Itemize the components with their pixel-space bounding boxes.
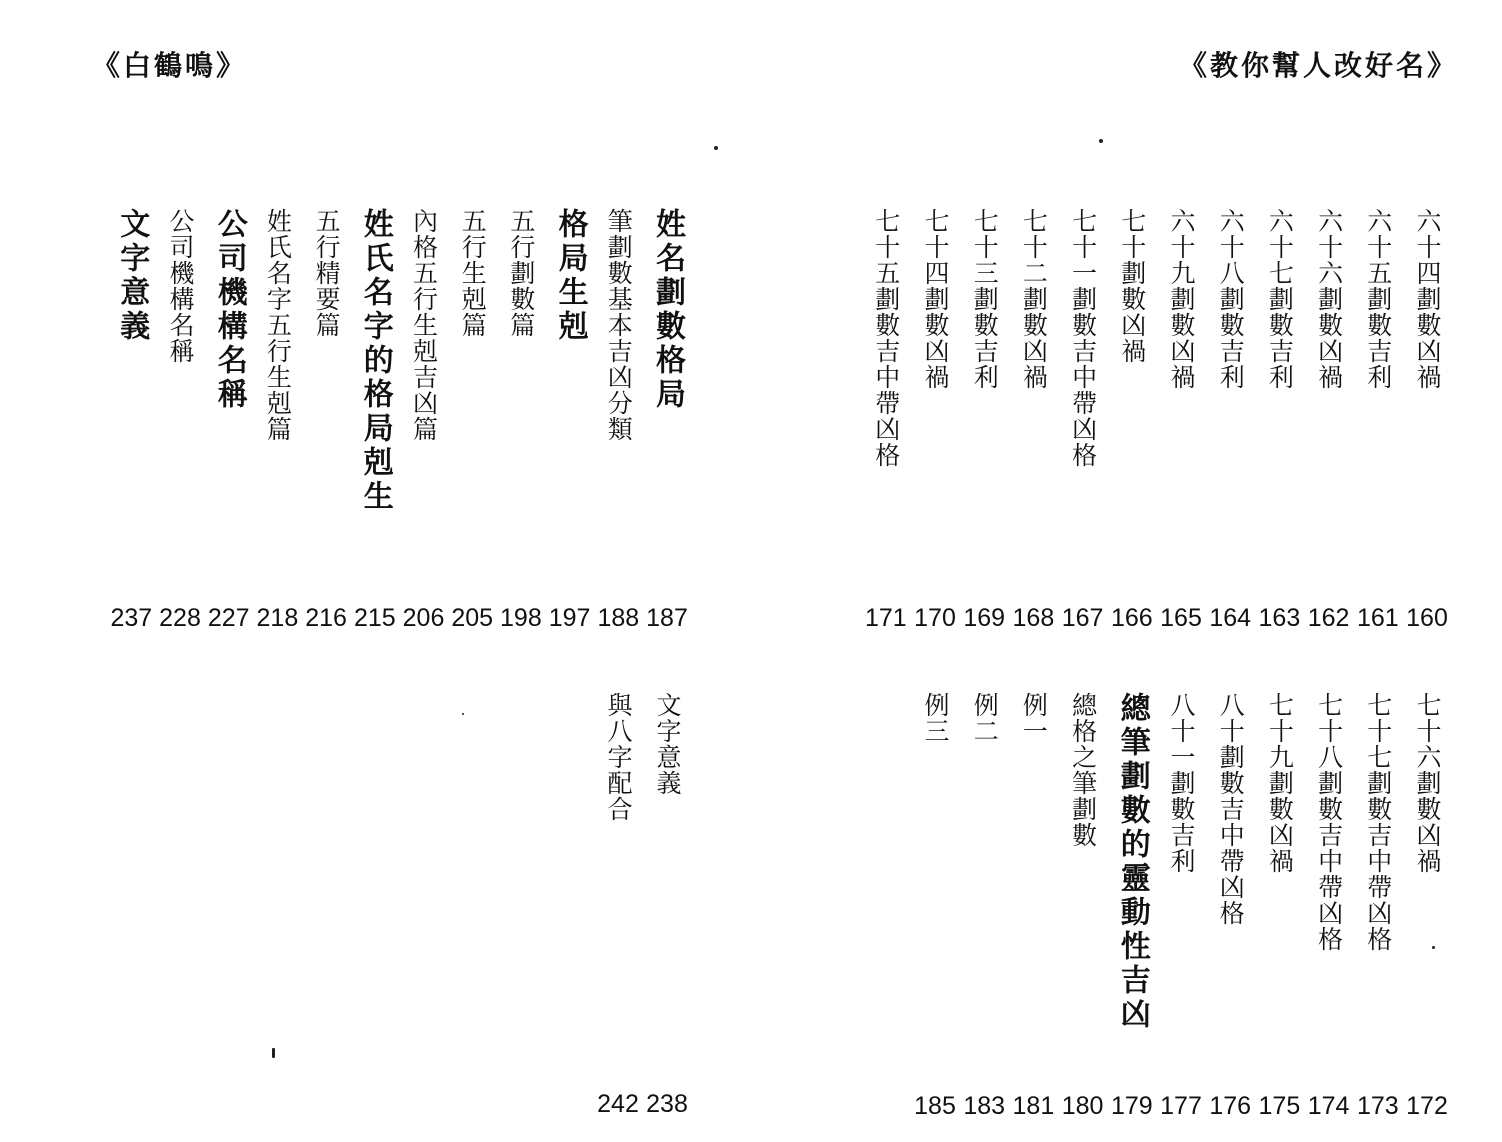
toc-entry-rating: 吉中帶凶格 — [1363, 822, 1393, 952]
toc-entry — [913, 692, 957, 744]
toc-entry-rating: 吉中帶凶格 — [1216, 796, 1246, 926]
toc-entry-rating: 凶禍 — [1314, 338, 1344, 390]
toc-entry-title: 文字意義 — [653, 692, 682, 796]
toc-entry — [548, 208, 592, 344]
toc-entry — [499, 208, 543, 338]
toc-entry-title: 例一 — [1019, 692, 1049, 744]
toc-entry — [353, 208, 397, 514]
toc-entry-rating: 凶禍 — [921, 338, 950, 390]
toc-entry — [1356, 692, 1400, 952]
toc-entry-title: 八十劃數 — [1216, 692, 1246, 796]
toc-entry — [1011, 692, 1055, 744]
toc-entry — [596, 692, 640, 822]
toc-entry — [1110, 208, 1154, 364]
toc-entry-title: 例三 — [921, 692, 950, 744]
toc-entry-rating: 吉利 — [970, 338, 1000, 390]
toc-entry-rating: 吉中帶凶格 — [1314, 822, 1344, 952]
toc-entry-title: 五行生剋篇 — [458, 208, 488, 338]
toc-page-number: 183 — [963, 1092, 1006, 1120]
toc-entry-rating: 凶禍 — [1019, 338, 1049, 390]
toc-entry-title: 六十四劃數 — [1413, 208, 1442, 338]
toc-entry — [645, 208, 689, 412]
toc-entry — [645, 692, 689, 796]
toc-entry-title: 與八字配合 — [604, 692, 633, 822]
toc-page-number: 166 — [1110, 604, 1153, 632]
toc-page-number: 167 — [1061, 604, 1104, 632]
toc-page-number: 165 — [1160, 604, 1202, 632]
toc-entry-rating: 吉中帶凶格 — [871, 338, 901, 468]
toc-entry-title: 內格五行生剋吉凶篇 — [409, 208, 439, 442]
toc-entry-title: 六十八劃數 — [1216, 208, 1246, 338]
toc-entry — [962, 692, 1006, 744]
toc-page-number: 174 — [1307, 1092, 1350, 1120]
scan-speck — [272, 1048, 275, 1058]
toc-entry-title: 七十六劃數 — [1413, 692, 1442, 822]
toc-entry — [1159, 692, 1203, 874]
toc-entry-title: 六十七劃數 — [1265, 208, 1295, 338]
toc-entry-rating: 吉利 — [1363, 338, 1393, 390]
toc-page-number: 185 — [914, 1092, 956, 1120]
toc-entry-title: 五行精要篇 — [312, 208, 342, 338]
toc-entry-rating: 凶禍 — [1167, 338, 1196, 390]
toc-entry-title: 例二 — [970, 692, 1000, 744]
toc-entry-title: 六十五劃數 — [1363, 208, 1393, 338]
toc-entry-rating: 吉利 — [1216, 338, 1246, 390]
toc-entry-title: 格局生剋 — [552, 208, 588, 344]
toc-page-number: 228 — [159, 604, 201, 632]
book-title-left: 《白鶴鳴》 — [92, 49, 248, 82]
toc-entry — [1405, 208, 1449, 390]
toc-page-number: 179 — [1110, 1092, 1153, 1120]
toc-page-number: 175 — [1258, 1092, 1301, 1120]
toc-entry-title: 姓名劃數格局 — [650, 208, 685, 412]
toc-page-number: 180 — [1061, 1092, 1104, 1120]
toc-entry-title: 七十七劃數 — [1363, 692, 1393, 822]
toc-entry-title: 六十九劃數 — [1167, 208, 1196, 338]
toc-page-number: 168 — [1012, 604, 1055, 632]
toc-entry — [450, 208, 494, 338]
toc-entry-title: 七十八劃數 — [1314, 692, 1344, 822]
toc-entry — [1257, 692, 1301, 874]
toc-page-number: 215 — [353, 604, 396, 632]
toc-entry-title: 文字意義 — [114, 208, 150, 344]
toc-page-number: 177 — [1160, 1092, 1202, 1120]
toc-entry-rating: 凶禍 — [1413, 338, 1442, 390]
toc-entry — [864, 208, 908, 468]
toc-entry — [1356, 208, 1400, 390]
toc-page-number: 169 — [963, 604, 1006, 632]
toc-page-number: 188 — [597, 604, 640, 632]
toc-entry-rating: 吉利 — [1167, 822, 1196, 874]
toc-entry-rating: 凶禍 — [1265, 822, 1295, 874]
toc-page-number: 242 — [597, 1090, 639, 1118]
toc-entry-title: 八十一劃數 — [1167, 692, 1196, 822]
toc-entry — [1061, 208, 1105, 468]
toc-entry — [1159, 208, 1203, 390]
toc-page-number: 218 — [256, 604, 299, 632]
toc-entry — [1307, 208, 1351, 390]
toc-entry-title: 七十四劃數 — [921, 208, 950, 338]
toc-page-number: 170 — [914, 604, 956, 632]
toc-entry — [1208, 208, 1252, 390]
toc-page-number: 171 — [864, 604, 907, 632]
book-title-right: 《教你幫人改好名》 — [1178, 49, 1458, 82]
scan-speck — [1099, 139, 1103, 143]
toc-entry — [1307, 692, 1351, 952]
toc-entry-title: 七十劃數 — [1117, 208, 1147, 312]
scan-speck — [462, 713, 464, 715]
toc-page-number: 161 — [1356, 604, 1399, 632]
toc-entry — [1011, 208, 1055, 390]
toc-entry-title: 公司機構名稱 — [166, 208, 195, 364]
toc-entry-rating: 凶禍 — [1117, 312, 1147, 364]
toc-entry-title: 七十一劃數 — [1068, 208, 1098, 338]
toc-entry-title: 總筆劃數的靈動性吉凶 — [1114, 692, 1150, 1032]
toc-entry-title: 公司機構名稱 — [211, 208, 247, 412]
toc-entry-title: 七十二劃數 — [1019, 208, 1049, 338]
toc-entry-title: 五行劃數篇 — [506, 208, 536, 338]
toc-page-number: 187 — [646, 604, 688, 632]
toc-entry — [1405, 692, 1449, 874]
toc-entry — [962, 208, 1006, 390]
toc-entry — [1208, 692, 1252, 926]
toc-page-number: 197 — [548, 604, 591, 632]
toc-page-number: 238 — [646, 1090, 688, 1118]
toc-entry-title: 姓氏名字五行生剋篇 — [263, 208, 293, 442]
toc-entry-title: 總格之筆劃數 — [1068, 692, 1098, 848]
toc-entry — [596, 208, 640, 442]
toc-page-number: 237 — [110, 604, 153, 632]
toc-entry — [1257, 208, 1301, 390]
toc-page-number: 172 — [1406, 1092, 1448, 1120]
toc-entry-title: 七十九劃數 — [1265, 692, 1295, 822]
toc-entry — [255, 208, 299, 442]
scan-speck — [1432, 946, 1435, 949]
toc-entry — [1110, 692, 1154, 1032]
toc-page-number: 162 — [1307, 604, 1350, 632]
toc-page-number: 164 — [1209, 604, 1252, 632]
toc-entry-title: 姓氏名字的格局剋生 — [357, 208, 393, 514]
toc-page-number: 205 — [451, 604, 494, 632]
toc-page-number: 181 — [1012, 1092, 1055, 1120]
toc-page-number: 198 — [500, 604, 542, 632]
scan-speck — [714, 146, 718, 150]
toc-page-number: 173 — [1356, 1092, 1399, 1120]
toc-page-number: 227 — [207, 604, 250, 632]
toc-entry-title: 七十三劃數 — [970, 208, 1000, 338]
toc-page-number: 206 — [402, 604, 445, 632]
toc-entry-rating: 吉中帶凶格 — [1068, 338, 1098, 468]
toc-entry — [1061, 692, 1105, 848]
toc-entry — [913, 208, 957, 390]
toc-entry — [304, 208, 348, 338]
toc-entry-rating: 凶禍 — [1413, 822, 1442, 874]
toc-page-number: 216 — [305, 604, 347, 632]
toc-page-number: 176 — [1209, 1092, 1252, 1120]
toc-entry-rating: 吉利 — [1265, 338, 1295, 390]
toc-entry-title: 筆劃數基本吉凶分類 — [604, 208, 634, 442]
toc-entry — [158, 208, 202, 364]
toc-entry — [402, 208, 446, 442]
toc-page-number: 160 — [1406, 604, 1448, 632]
toc-entry — [207, 208, 251, 412]
toc-entry-title: 六十六劃數 — [1314, 208, 1344, 338]
toc-page-number: 163 — [1258, 604, 1301, 632]
toc-entry — [109, 208, 153, 344]
toc-entry-title: 七十五劃數 — [871, 208, 901, 338]
